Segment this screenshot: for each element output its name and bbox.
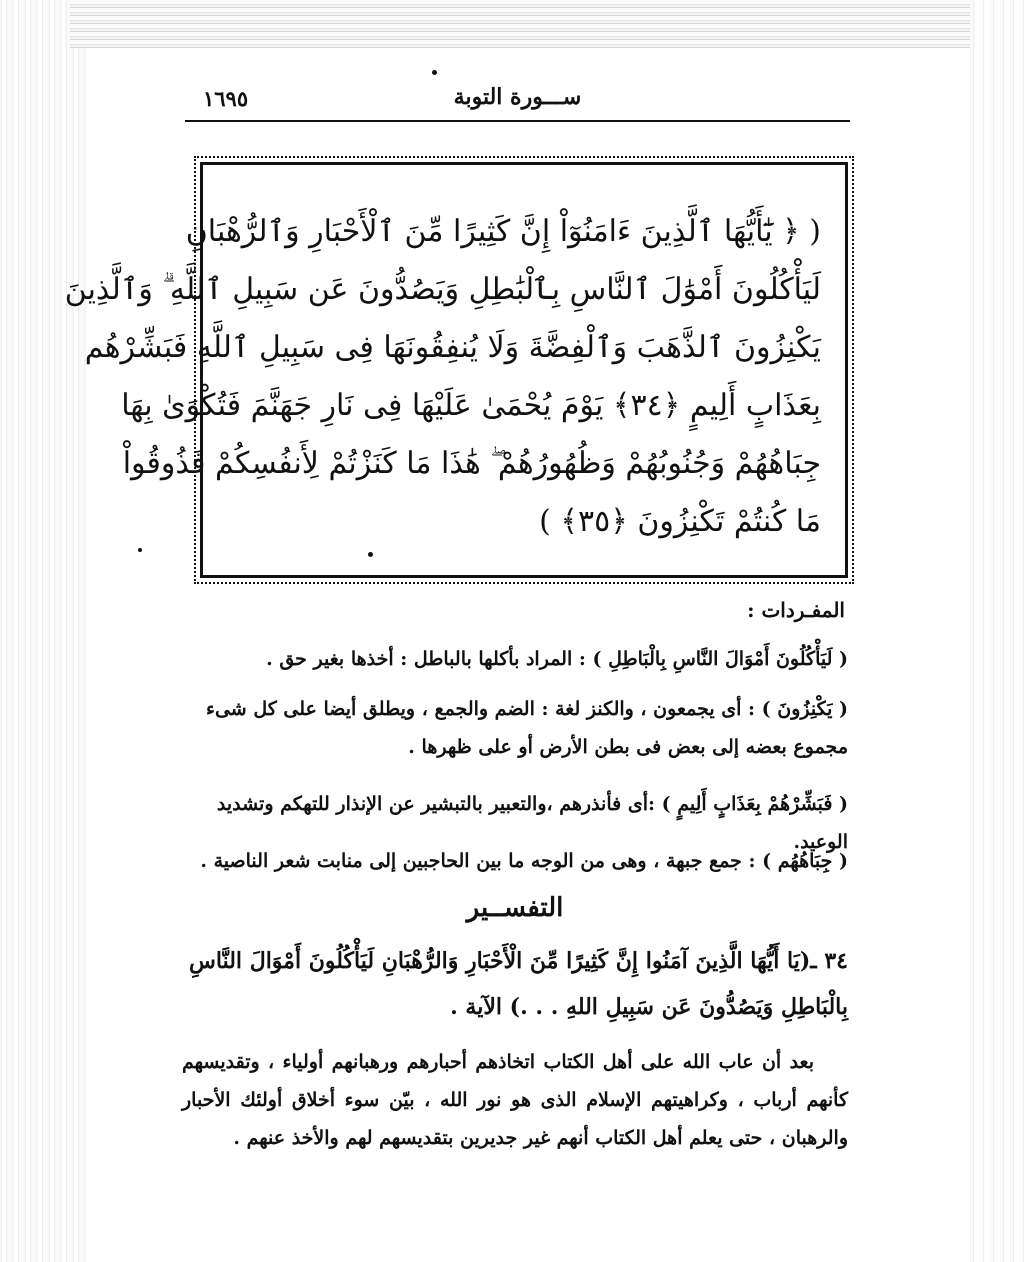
vocabulary-entry: ( جِبَاهُهُم ) : جمع جبهة ، وهى من الوجه ما بين الحاجبين إلى منابت شعر الناصية . [200, 850, 848, 872]
verse-line: لَيَأْكُلُونَ أَمْوَٰلَ ٱلنَّاسِ بِٱلْبَٰطِلِ وَيَصُدُّونَ عَن سَبِيلِ ٱللَّهِ ۗ وَٱلَّذِينَ [64, 272, 821, 307]
verse-text [64, 203, 821, 551]
verse-line: بِعَذَابٍ أَلِيمٍ ﴿٣٤﴾ يَوْمَ يُحْمَىٰ عَلَيْهَا فِى نَارِ جَهَنَّمَ فَتُكْوَىٰ بِهَا [121, 388, 821, 423]
vocabulary-entry: ( لَيَأْكُلُونَ أَمْوَالَ النَّاسِ بِالْبَاطِلِ ) : المراد بأكلها بالباطل : أخذها بغير حق . [266, 648, 848, 670]
tafsir-paragraph: بعد أن عاب الله على أهل الكتاب اتخاذهم أحبارهم ورهبانهم أولياء ، وتقديسهم كأنهم أرباب ، وكراهيتهم الإسلام الذى هو نور الله ، بيّن سوء أخلاق أولئك الأحبار والرهبان ، حتى يعلم أهل الكتاب أنهم غير جديرين بتقديسهم لهم والأخذ عنهم . [182, 1051, 848, 1149]
verse-line: ( ﴿ يَٰٓأَيُّهَا ٱلَّذِينَ ءَامَنُوٓاْ إِنَّ كَثِيرًا مِّنَ ٱلْأَحْبَارِ وَٱلرُّهْبَانِ [185, 214, 821, 249]
vocabulary-heading: المفـردات : [747, 598, 845, 622]
page-header [185, 80, 850, 122]
vocabulary-entry: ( فَبَشِّرْهُمْ بِعَذَابٍ أَلِيمٍ ) :أى فأنذرهم ،والتعبير بالتبشير عن الإنذار للتهكم وتشديد الوعيد. [216, 793, 848, 853]
scan-speck [432, 70, 437, 75]
tafsir-verse-reference: ٣٤ ـ(يَا أَيُّهَا الَّذِينَ آمَنُوا إِنَّ كَثِيرًا مِّنَ الْأَحْبَارِ وَالرُّهْبَانِ لَيَأْكُلُونَ أَمْوَالَ النَّاسِ بِالْبَاطِلِ وَيَصُدُّونَ عَن سَبِيلِ اللهِ . . .) الآية . [189, 948, 848, 1020]
scan-edge-left [0, 0, 90, 1262]
verse-line: جِبَاهُهُمْ وَجُنُوبُهُمْ وَظُهُورُهُمْ ۖ هَٰذَا مَا كَنَزْتُمْ لِأَنفُسِكُمْ فَذُوقُواْ [122, 446, 821, 481]
vocabulary-entry: ( يَكْنِزُونَ ) : أى يجمعون ، والكنز لغة : الضم والجمع ، ويطلق أيضا على كل شىء مجموع بعضه إلى بعض فى بطن الأرض أو على ظهرها . [206, 698, 848, 758]
scan-speck [138, 548, 142, 552]
scan-edge-right [970, 0, 1030, 1262]
header-rule [185, 120, 850, 122]
scan-edge-top [70, 0, 1030, 48]
verse-line: يَكْنِزُونَ ٱلذَّهَبَ وَٱلْفِضَّةَ وَلَا يُنفِقُونَهَا فِى سَبِيلِ ٱللَّهِ فَبَشِّرْهُم [84, 330, 821, 365]
tafsir-heading: التفســير [466, 893, 564, 923]
surah-title: ســـورة التوبة [453, 84, 582, 110]
scan-speck [368, 552, 373, 557]
verse-frame [64, 162, 848, 578]
page-number: ١٦٩٥ [203, 86, 249, 111]
verse-line: مَا كُنتُمْ تَكْنِزُونَ ﴿٣٥﴾ ) [539, 504, 821, 539]
